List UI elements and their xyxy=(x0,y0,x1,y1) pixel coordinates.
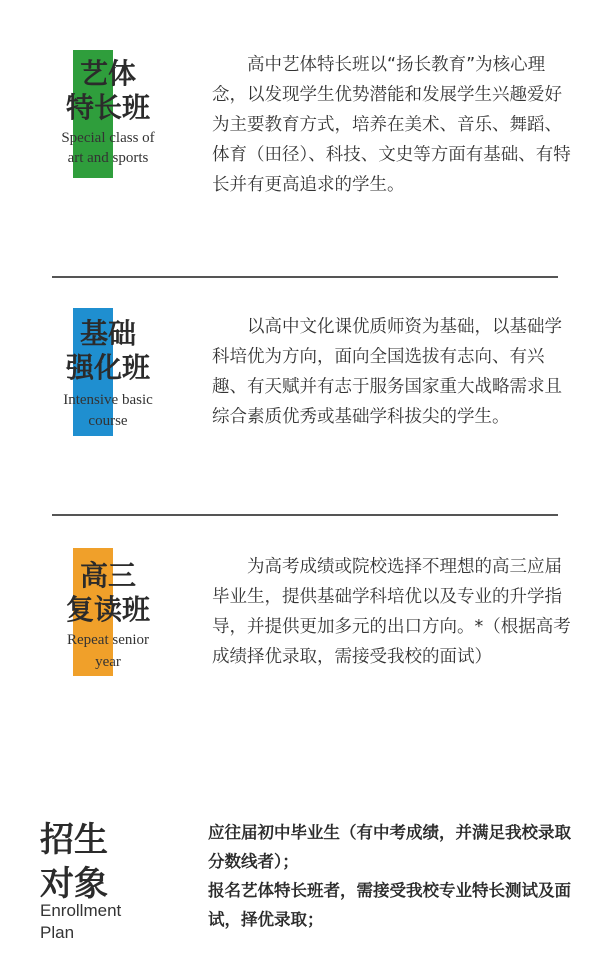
badge-repeat-senior xyxy=(28,548,188,688)
badge-subtitle-line2: art and sports xyxy=(67,150,149,166)
section-description: 高中艺体特长班以“扬长教育”为核心理念，以发现学生优势潜能和发展学生兴趣爱好为主要教育方式，培养在美术、音乐、舞蹈、体育（田径）、科技、文史等方面有基础、有特长并有更高追求的学生。 xyxy=(212,55,571,195)
badge-subtitle-line1: Special class of xyxy=(61,130,155,146)
section-description: 以高中文化课优质师资为基础，以基础学科培优为方向，面向全国选拔有志向、有兴趣、有天赋并有志于服务国家重大战略需求且综合素质优秀或基础学科拔尖的学生。 xyxy=(212,317,562,427)
section-description: 为高考成绩或院校选择不理想的高三应届毕业生，提供基础学科培优以及专业的升学指导，并提供更加多元的出口方向。*（根据高考成绩择优录取，需接受我校的面试） xyxy=(212,557,571,667)
badge-art-sports xyxy=(28,50,188,190)
enrollment-subtitle xyxy=(40,900,180,944)
enrollment-requirement-2: 报名艺体特长班者，需接受我校专业特长测试及面试，择优录取； xyxy=(208,881,571,929)
badge-title-line1: 基础 xyxy=(79,317,136,350)
badge-title-line2: 强化班 xyxy=(65,351,150,384)
divider xyxy=(52,276,558,278)
enrollment-title xyxy=(40,818,160,906)
badge-intensive-basic xyxy=(28,308,188,448)
badge-subtitle-line2: course xyxy=(88,413,128,429)
badge-title-line2: 复读班 xyxy=(65,593,150,626)
badge-title-line2: 特长班 xyxy=(65,91,150,124)
badge-title-line1: 高三 xyxy=(79,559,136,592)
enrollment-title-line2: 对象 xyxy=(40,864,108,904)
enrollment-requirement-1: 应往届初中毕业生（有中考成绩，并满足我校录取分数线者）； xyxy=(208,823,571,871)
enrollment-requirements xyxy=(208,818,578,934)
enrollment-title-line1: 招生 xyxy=(40,820,108,860)
badge-subtitle-line1: Repeat senior xyxy=(66,632,150,648)
divider xyxy=(52,514,558,516)
badge-title-line1: 艺体 xyxy=(79,57,136,90)
badge-subtitle-line2: year xyxy=(95,654,121,670)
enrollment-subtitle-line1: Enrollment xyxy=(40,901,122,920)
enrollment-subtitle-line2: Plan xyxy=(40,923,75,942)
badge-subtitle-line1: Intensive basic xyxy=(63,392,153,408)
